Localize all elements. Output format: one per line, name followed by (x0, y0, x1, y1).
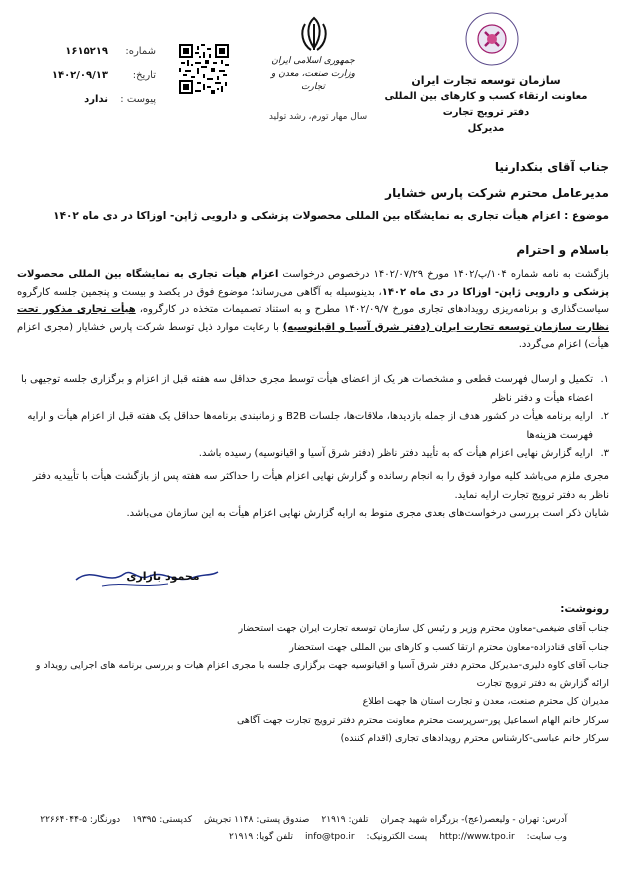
attachment-label: پیوست : (120, 94, 156, 105)
footer-website[interactable]: http://www.tpo.ir (439, 832, 515, 842)
paragraph-bold-request: اعزام هیأت تجاری به نمایشگاه بین المللی محصولات پزشکی و دارویی ژاپن- اوزاکا در دی ماه ۱۴۰۲ (17, 269, 609, 298)
list-item-number: ۳. (600, 448, 609, 459)
list-item-number: ۱. (600, 374, 609, 385)
conditions-list (19, 371, 609, 464)
iran-emblem-icon (296, 14, 332, 54)
footer-callcenter: تلفن گویا: ۲۱۹۱۹ (229, 832, 293, 842)
copy-line: سرکار خانم الهام اسماعیل پور-سرپرست محترم معاونت محترم دفتر ترویج تجارت جهت آگاهی (237, 714, 609, 726)
footer-email[interactable]: info@tpo.ir (305, 832, 355, 842)
closing-paragraphs (19, 468, 609, 524)
closing-obligation: مجری ملزم می‌باشد کلیه موارد فوق را به انجام رسانده و گزارش نهایی اعزام هیأت را حداکثر سه هفته پس از بازگشت هیأت با تأییدیه دفتر ناظر به دفتر ترویج تجارت ارایه نماید. (32, 471, 609, 501)
letter-date-row (6, 64, 156, 88)
recipient-name: جناب آقای بنکدارنیا (494, 160, 609, 174)
closing-note: شایان ذکر است بررسی درخواست‌های بعدی مجری منوط به ارایه گزارش نهایی اعزام هیأت به این سازمان می‌باشد. (126, 508, 609, 519)
footer-line-2 (47, 829, 567, 846)
paragraph-part-2: ، بدینوسیله به آگاهی می‌رساند؛ موضوع فوق در یکصد و بیست و پنجمین جلسه کارگروه سیاست‌گذاری و برنامه‌ریزی رویدادهای تجاری مورخ ۱۴۰۲/۰۹/۷ مطرح و به استناد تصمیمات متخذه در کارگروه، (17, 286, 609, 315)
list-item-text: ارایه برنامه هیأت در کشور هدف از جمله بازدیدها، ملاقات‌ها، جلسات B2B و زمانبندی برنامه‌ها حداقل یک هفته قبل از اعزام هیأت و ارایه فهرست هزینه‌ها (27, 411, 593, 441)
list-item-text: ارایه گزارش نهایی اعزام هیأت که به تأیید دفتر ناظر (دفتر شرق آسیا و اقیانوسیه) رسیده باشد. (198, 448, 593, 459)
footer-address: آدرس: تهران - ولیعصر(عج)- بزرگراه شهید چمران (380, 815, 567, 825)
date-label: تاریخ: (132, 70, 156, 81)
subject-text: اعزام هیأت تجاری به نمایشگاه بین المللی محصولات پزشکی و دارویی ژاپن- اوزاکا در دی ماه ۱۴۰۲ (53, 210, 561, 222)
footer-email-label: پست الکترونیک: (366, 832, 428, 842)
copies-section (17, 600, 609, 748)
list-item (19, 371, 609, 408)
qr-code-icon (179, 44, 229, 94)
signer-name: محمود بازاری (126, 570, 200, 583)
footer-postal-code: کدپستی: ۱۹۳۹۵ (132, 815, 193, 825)
footer-phone: تلفن: ۲۱۹۱۹ (321, 815, 369, 825)
deputy-name: معاونت ارتقاء کسب و کارهای بین المللی (384, 91, 588, 102)
org-name: سازمان توسعه تجارت ایران (411, 74, 561, 87)
republic-line: جمهوری اسلامی ایران (271, 56, 355, 66)
copy-line: سرکار خانم عباسی-کارشناس محترم رویدادهای تجاری (اقدام کننده) (340, 733, 609, 745)
position-name: مدیرکل (467, 123, 505, 134)
ministry-name (268, 55, 358, 94)
letter-attachment-row (6, 88, 156, 112)
greeting: باسلام و احترام (516, 243, 609, 257)
list-item-text: تکمیل و ارسال فهرست قطعی و مشخصات هر یک از اعضای هیأت توسط مجری حداقل سه هفته قبل از اعزام و برگزاری جلسه توجیهی با اعضاء هیأت و دفتر ناظر (21, 374, 593, 404)
date-value: ۱۴۰۲/۰۹/۱۳ (51, 70, 108, 81)
main-paragraph (17, 266, 609, 354)
copy-line: جناب آقای ضیغمی-معاون محترم وزیر و رئیس کل سازمان توسعه تجارت ایران جهت استحضار (238, 623, 609, 635)
list-item-number: ۲. (600, 411, 609, 422)
paragraph-supervision: هیأت تجاری مذکور تحت نظارت سازمان توسعه تجارت ایران (دفتر شرق آسیا و اقیانوسیه) (17, 304, 609, 333)
footer-pobox: صندوق پستی: ۱۱۴۸ تجریش (204, 815, 310, 825)
letter-number-row (6, 40, 156, 64)
paragraph-part-3: با رعایت موارد ذیل توسط شرکت پارس خشایار (مجری اعزام هیأت) اعزام می‌گردد. (17, 321, 609, 350)
letter-footer (40, 812, 567, 846)
organization-header (381, 73, 591, 137)
footer-website-label: وب سایت: (526, 832, 567, 842)
number-label: شماره: (125, 46, 156, 57)
subject-label: موضوع : (564, 210, 609, 222)
footer-fax: دورنگار: ۵-۲۲۶۶۴۰۴۴ (40, 815, 121, 825)
list-item (19, 445, 609, 464)
recipient-title: مدیرعامل محترم شرکت پارس خشایار (385, 186, 609, 200)
paragraph-part-1: بازگشت به نامه شماره ۱۰۴/پ/۱۴۰۲ مورخ ۱۴۰۲/۰۷/۲۹ درخصوص درخواست (278, 269, 609, 280)
subject-line (19, 210, 609, 222)
attachment-value: ندارد (84, 94, 108, 105)
footer-line-1 (40, 812, 567, 829)
copy-line: جناب آقای کاوه دلیری-مدیرکل محترم دفتر شرق آسیا و اقیانوسیه جهت برگزاری جلسه با مجری اعزام هیات و بررسی برنامه های اجرایی رویداد و ارائه گزارش به دفتر ترویج تجارت (35, 659, 609, 690)
addressee (19, 154, 609, 206)
copy-line: جناب آقای قنادزاده-معاون محترم ارتقا کسب و کارهای بین المللی جهت استحضار (289, 641, 609, 653)
department-name: دفتر ترویج تجارت (442, 107, 530, 118)
copy-line: مدیران کل محترم صنعت، معدن و تجارت استان ها جهت اطلاع (362, 696, 609, 708)
list-item (19, 408, 609, 445)
copies-title: رونوشت: (560, 603, 609, 615)
ministry-line: وزارت صنعت، معدن و تجارت (271, 69, 355, 92)
year-slogan: سال مهار تورم، رشد تولید (268, 112, 368, 122)
tpo-logo-icon (451, 8, 533, 70)
letter-meta (6, 40, 156, 112)
number-value: ۱۶۱۵۲۱۹ (65, 46, 108, 57)
